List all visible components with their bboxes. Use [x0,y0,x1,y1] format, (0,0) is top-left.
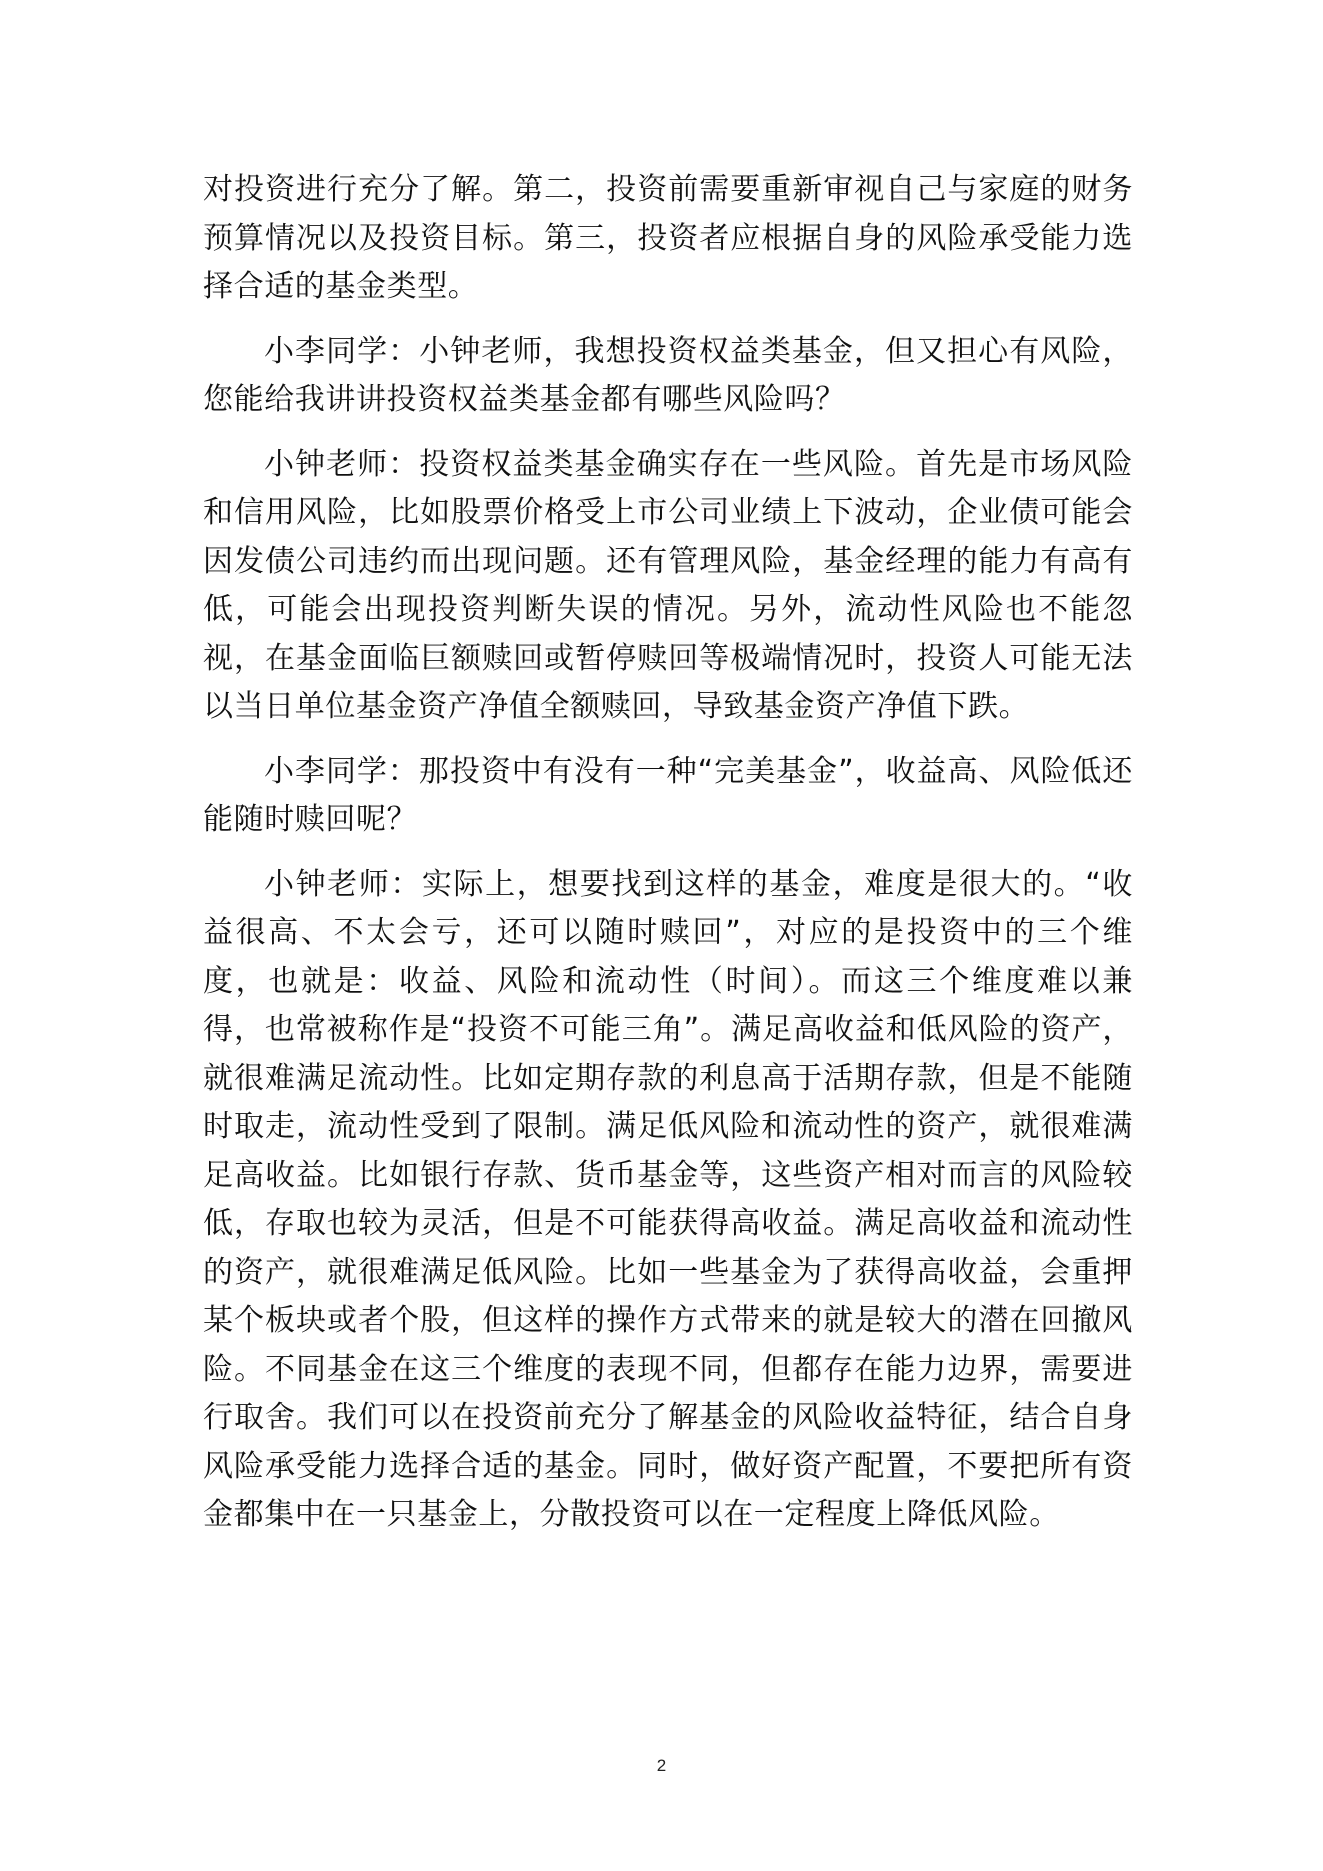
paragraph-student-question-perfect-fund: 小李同学：那投资中有没有一种“完美基金”，收益高、风险低还能随时赎回呢？ [203,753,1133,837]
paragraph-student-question-risk: 小李同学：小钟老师，我想投资权益类基金，但又担心有风险，您能给我讲讲投资权益类基金都有哪些风险吗？ [203,333,1133,417]
paragraph-continuation: 对投资进行充分了解。第二，投资前需要重新审视自己与家庭的财务预算情况以及投资目标。第三，投资者应根据自身的风险承受能力选择合适的基金类型。 [203,172,1133,304]
paragraph-teacher-answer-triangle: 小钟老师：实际上，想要找到这样的基金，难度是很大的。“收益很高、不太会亏，还可以随时赎回”，对应的是投资中的三个维度，也就是：收益、风险和流动性（时间）。而这三个维度难以兼得，也常被称作是“投资不可能三角”。满足高收益和低风险的资产，就很难满足流动性。比如定期存款的利息高于活期存款，但是不能随时取走，流动性受到了限制。满足低风险和流动性的资产，就很难满足高收益。比如银行存款、货币基金等，这些资产相对而言的风险较低，存取也较为灵活，但是不可能获得高收益。满足高收益和流动性的资产，就很难满足低风险。比如一些基金为了获得高收益，会重押某个板块或者个股，但这样的操作方式带来的就是较大的潜在回撤风险。不同基金在这三个维度的表现不同，但都存在能力边界，需要进行取舍。我们可以在投资前充分了解基金的风险收益特征，结合自身风险承受能力选择合适的基金。同时，做好资产配置，不要把所有资金都集中在一只基金上，分散投资可以在一定程度上降低风险。 [203,866,1133,1532]
page-number: 2 [656,1756,667,1775]
body-text [203,166,1133,1556]
paragraph-teacher-answer-risk: 小钟老师：投资权益类基金确实存在一些风险。首先是市场风险和信用风险，比如股票价格受上市公司业绩上下波动，企业债可能会因发债公司违约而出现问题。还有管理风险，基金经理的能力有高有低，可能会出现投资判断失误的情况。另外，流动性风险也不能忽视，在基金面临巨额赎回或暂停赎回等极端情况时，投资人可能无法以当日单位基金资产净值全额赎回，导致基金资产净值下跌。 [203,446,1133,724]
